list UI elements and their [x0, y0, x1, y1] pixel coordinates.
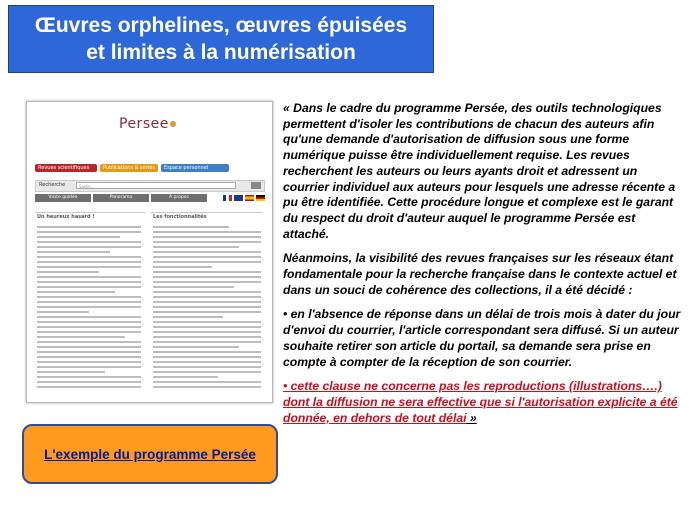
persee-logo: Persee: [119, 116, 176, 132]
right-column-heading: Les fonctionnalités: [153, 214, 207, 220]
nav-publications: Publications & séries: [100, 164, 158, 172]
tab-apropos: À propos: [151, 194, 207, 202]
persee-link[interactable]: L'exemple du programme Persée: [44, 446, 256, 462]
tab-panorama: Panorama: [93, 194, 149, 202]
article-quote: [283, 101, 681, 435]
nav-espace: Espace personnel: [161, 164, 229, 172]
language-flags: [223, 195, 265, 201]
persee-searchbar: [35, 180, 265, 192]
paragraph-1: « Dans le cadre du programme Persée, des outils technologiques permettent d'isoler les contributions de chacun des auteurs afin qu'une demande d'autorisation de diffusion sous une forme numérique puisse être individuellement requise. Les revues recherchent les auteurs ou leurs ayants droit et adressent un courrier individuel aux auteurs pour lesquels une adresse récente a pu être identifiée. Cette procédure longue et complexe est le garant du respect du droit d'auteur auquel le programme Persée est attaché.: [283, 101, 676, 241]
paragraph-4: [283, 379, 681, 426]
slide-title-line1: Œuvres orphelines, œuvres épuisées: [34, 14, 408, 37]
search-label: Recherche: [39, 182, 66, 188]
search-field: Saisie...: [76, 182, 236, 189]
search-go-icon: [251, 182, 261, 189]
slide-title-line2: et limites à la numérisation: [86, 41, 356, 64]
persee-website-screenshot: [26, 101, 273, 403]
tab-visite: Visite guidée: [35, 194, 91, 202]
right-column-rule: [151, 212, 263, 213]
closing-quote: »: [466, 410, 477, 425]
flag-de-icon: [256, 195, 265, 201]
nav-revues: Revues scientifiques: [35, 164, 97, 172]
flag-es-icon: [245, 195, 254, 201]
paragraph-2: Néanmoins, la visibilité des revues françaises sur les réseaux étant fondamentale pour la recherche française dans le contexte actuel et dans un souci de cohérence des collections, il a été décidé :: [283, 251, 677, 297]
flag-uk-icon: [234, 195, 243, 201]
persee-link-box[interactable]: [22, 424, 278, 484]
logo-dot-icon: [170, 121, 176, 127]
left-column-rule: [35, 212, 145, 213]
bullet: •: [283, 379, 291, 394]
left-column-text: [37, 226, 141, 391]
paragraph-3: • en l'absence de réponse dans un délai de trois mois à dater du jour d'envoi du courrier, l'article correspondant sera diffusé. Si un auteur souhaite retirer son article du portail, sa demande sera prise en compte à compter de la réception de son courrier.: [283, 307, 681, 369]
highlighted-clause: cette clause ne concerne pas les reproductions (illustrations….) dont la diffusion ne sera effective que si l'autorisation explicite a été donnée, en dehors de tout délai: [283, 379, 678, 425]
slide-title: [8, 5, 434, 73]
left-column-heading: Un heureux hasard !: [37, 214, 95, 220]
flag-fr-icon: [223, 195, 232, 201]
persee-tabs: [35, 194, 207, 202]
right-column-text: [153, 226, 261, 391]
persee-nav: [35, 164, 229, 172]
